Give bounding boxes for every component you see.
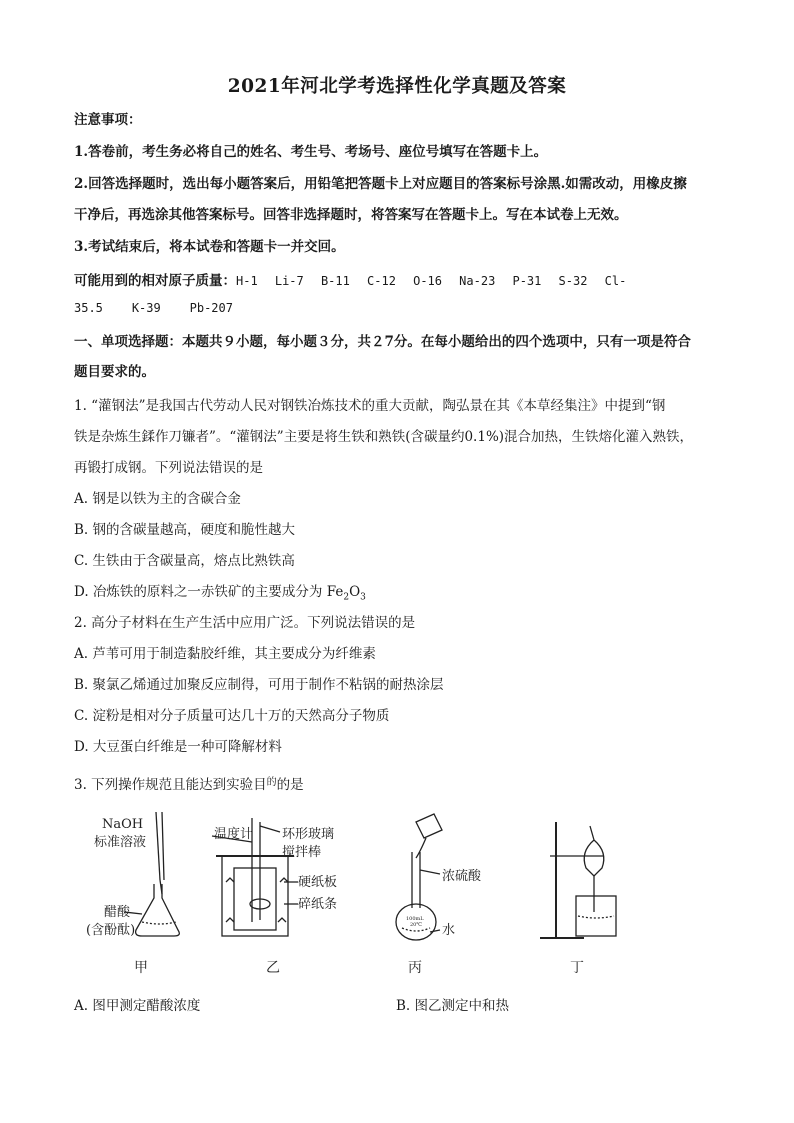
q3-stem-small: 的 [266,777,277,788]
q2-option-d: D. 大豆蛋白纤维是一种可降解材料 [74,739,282,755]
atomic-mass: P-31 [512,274,542,288]
fig-bing-flask-2: 20℃ [410,922,422,928]
fig-caption-yi: 乙 [266,960,280,976]
page-title: 2021年河北学考选择性化学真题及答案 [227,76,567,97]
q2-option-a: A. 芦苇可用于制造黏胶纤维，其主要成分为纤维素 [74,646,376,662]
q3-option-a: A. 图甲测定醋酸浓度 [74,998,201,1014]
fig-caption-ding: 丁 [570,960,584,976]
subscript: 3 [360,592,366,603]
fig-jia-label-1: NaOH [102,817,144,832]
notice-item-3: 3.考试结束后，将本试卷和答题卡一并交回。 [74,239,345,255]
fig-caption-bing: 丙 [408,960,422,976]
atomic-mass: Pb-207 [189,301,233,315]
atomic-mass: O-16 [413,274,442,288]
section-heading-cont: 题目要求的。 [74,364,155,380]
fig-yi-label-1: 温度计 [214,827,254,842]
atomic-mass: H-1 [236,274,258,288]
q3-stem [74,773,724,793]
notice-item-1: 1.答卷前，考生务必将自己的姓名、考生号、考场号、座位号填写在答题卡上。 [74,144,548,160]
q3-figure [86,812,634,992]
atomic-mass: S-32 [558,274,588,288]
fig-yi-label-2: 环形玻璃 [282,827,335,842]
notice-item-2: 2.回答选择题时，选出每小题答案后，用铅笔把答题卡上对应题目的答案标号涂黑.如需改动，用橡皮擦 [74,176,687,192]
formula-part: O [349,584,361,600]
subscript: 2 [343,592,350,603]
q2-stem: 2. 高分子材料在生产生活中应用广泛。下列说法错误的是 [74,615,416,631]
q2-option-b: B. 聚氯乙烯通过加聚反应制得，可用于制作不粘锅的耐热涂层 [74,677,444,693]
notice-heading: 注意事项： [74,112,142,128]
q3-stem-post: 的是 [276,777,304,793]
fig-yi-label-3: 搅拌棒 [282,845,322,860]
fig-yi-label-4: 硬纸板 [298,875,338,890]
q1-option-b: B. 钢的含碳量越高，硬度和脆性越大 [74,522,296,538]
section-heading: 一、单项选择题：本题共９小题，每小题３分，共２7分。在每小题给出的四个选项中，只有一项是符合 [74,334,691,350]
atomic-mass: B-11 [320,274,350,288]
atomic-mass: C-12 [367,274,396,288]
q1-stem-2: 铁是杂炼生鍒作刀镰者”。“灌钢法”主要是将生铁和熟铁(含碳量约0.1%)混合加热，生铁熔化灌入熟铁， [74,429,694,445]
apparatus-diagram [86,812,634,992]
q2-option-c: C. 淀粉是相对分子质量可达几十万的天然高分子物质 [74,708,390,724]
q1-stem-1: 1. “灌钢法”是我国古代劳动人民对钢铁冶炼技术的重大贡献，陶弘景在其《本草经集注》中提到“钢 [74,398,666,414]
fig-bing-flask-1: 100mL [406,916,424,922]
atomic-masses-label: 可能用到的相对原子质量： [74,273,236,289]
fig-jia-label-4: (含酚酞) [86,923,136,938]
atomic-mass: K-39 [131,301,161,315]
q1-option-a: A. 钢是以铁为主的含碳合金 [74,491,241,507]
q3-stem-pre: 3. 下列操作规范且能达到实验目 [74,777,267,793]
fig-yi-label-5: 碎纸条 [298,897,338,912]
q1-stem-3: 再锻打成钢。下列说法错误的是 [74,460,263,476]
q1-option-d [74,580,724,603]
q1-option-d-text: D. 冶炼铁的原料之一赤铁矿的主要成分为 Fe [74,584,344,600]
q3-option-b: B. 图乙测定中和热 [396,998,510,1014]
fig-jia-label-2: 标准溶液 [94,835,147,850]
q1-option-c: C. 生铁由于含碳量高，熔点比熟铁高 [74,553,295,569]
fig-caption-jia: 甲 [134,960,148,976]
atomic-masses [74,269,724,289]
fig-bing-label-1: 浓硫酸 [442,869,482,884]
atomic-mass: 35.5 [74,301,103,315]
fig-jia-label-3: 醋酸 [104,905,131,920]
notice-item-2-cont: 干净后，再选涂其他答案标号。回答非选择题时，将答案写在答题卡上。写在本试卷上无效。 [74,207,628,223]
atomic-masses-cont [74,301,724,315]
fig-bing-label-2: 水 [442,923,456,938]
atomic-mass: Cl- [604,274,627,288]
atomic-mass: Na-23 [459,274,496,288]
atomic-mass: Li-7 [274,274,304,288]
